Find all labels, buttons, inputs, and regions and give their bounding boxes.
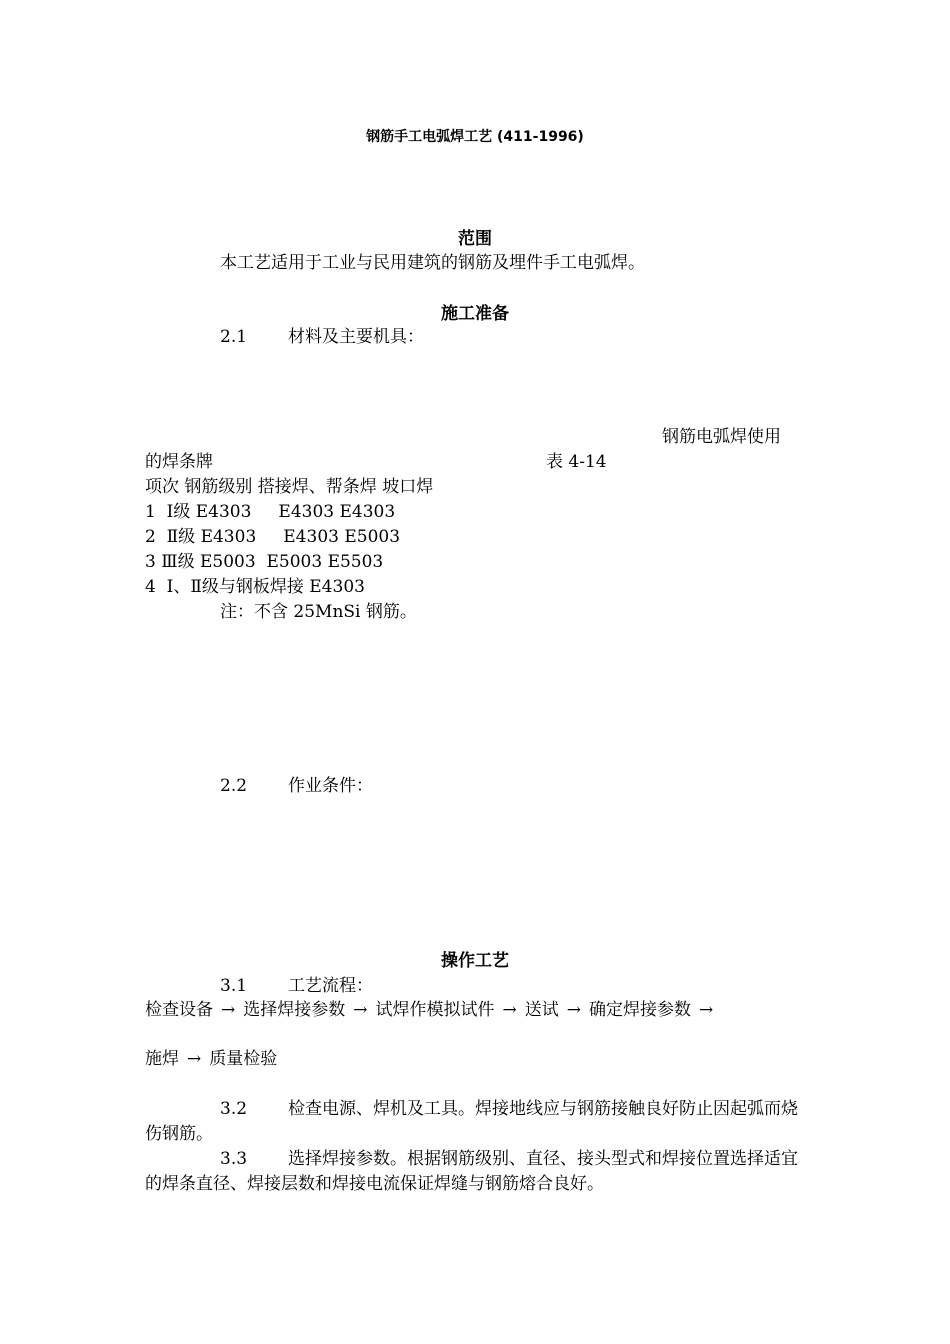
item-number: 2.1 xyxy=(220,327,248,347)
document-title: 钢筋手工电弧焊工艺 (411-1996) xyxy=(366,129,584,145)
scope-text: 本工艺适用于工业与民用建筑的钢筋及埋件手工电弧焊。 xyxy=(220,253,645,273)
flow-step: 试焊作模拟试件 xyxy=(375,1000,495,1020)
arrow-right-icon: → xyxy=(566,1000,581,1020)
item-2-1 xyxy=(220,325,424,349)
item-2-2 xyxy=(220,774,373,798)
table-title-part-a: 钢筋电弧焊使用 xyxy=(662,427,781,447)
table-row: 4 Ⅰ、Ⅱ级与钢板焊接 E4303 xyxy=(145,577,365,597)
table-row-header: 项次 钢筋级别 搭接焊、帮条焊 坡口焊 xyxy=(145,477,434,497)
item-number xyxy=(145,1099,288,1119)
flow-step: 检查设备 xyxy=(145,1000,213,1020)
section-heading-scope: 范围 xyxy=(458,229,492,249)
flow-step: 施焊 xyxy=(145,1049,179,1069)
item-text: 作业条件： xyxy=(288,776,373,796)
table-row: 2 Ⅱ级 E4303 E4303 E5003 xyxy=(145,527,401,547)
process-flow-line-2 xyxy=(145,1047,277,1071)
table-title-part-b: 的焊条牌 xyxy=(145,452,213,472)
item-number-text: 3.3 xyxy=(220,1149,248,1169)
table-note: 注：不含 25MnSi 钢筋。 xyxy=(220,602,417,622)
process-flow-line-1 xyxy=(145,998,721,1022)
item-number: 3.1 xyxy=(220,976,248,996)
item-number xyxy=(145,1149,288,1169)
section-heading-prep: 施工准备 xyxy=(441,304,509,324)
arrow-right-icon: → xyxy=(353,1000,368,1020)
item-number: 2.2 xyxy=(220,776,248,796)
arrow-right-icon: → xyxy=(502,1000,517,1020)
flow-step: 确定焊接参数 xyxy=(589,1000,691,1020)
arrow-right-icon: → xyxy=(221,1000,236,1020)
arrow-right-icon: → xyxy=(699,1000,714,1020)
arrow-right-icon: → xyxy=(187,1049,202,1069)
section-heading-ops: 操作工艺 xyxy=(441,951,509,971)
item-text: 工艺流程： xyxy=(288,976,373,996)
item-text: 材料及主要机具： xyxy=(288,327,424,347)
table-number: 表 4-14 xyxy=(546,452,607,472)
item-text: 选择焊接参数。根据钢筋级别、直径、接头型式和焊接位置选择适宜的焊条直径、焊接层数和焊接电流保证焊缝与钢筋熔合良好。 xyxy=(145,1149,798,1194)
item-3-2 xyxy=(145,1097,810,1147)
item-text: 检查电源、焊机及工具。焊接地线应与钢筋接触良好防止因起弧而烧伤钢筋。 xyxy=(145,1099,798,1144)
item-number-text: 3.2 xyxy=(220,1099,248,1119)
item-3-1 xyxy=(220,974,373,998)
table-row: 3 Ⅲ级 E5003 E5003 E5503 xyxy=(145,552,384,572)
flow-step: 质量检验 xyxy=(209,1049,278,1069)
flow-step: 送试 xyxy=(524,1000,559,1020)
item-3-3 xyxy=(145,1147,810,1197)
flow-step: 选择焊接参数 xyxy=(243,1000,346,1020)
table-row: 1 Ⅰ级 E4303 E4303 E4303 xyxy=(145,502,396,522)
